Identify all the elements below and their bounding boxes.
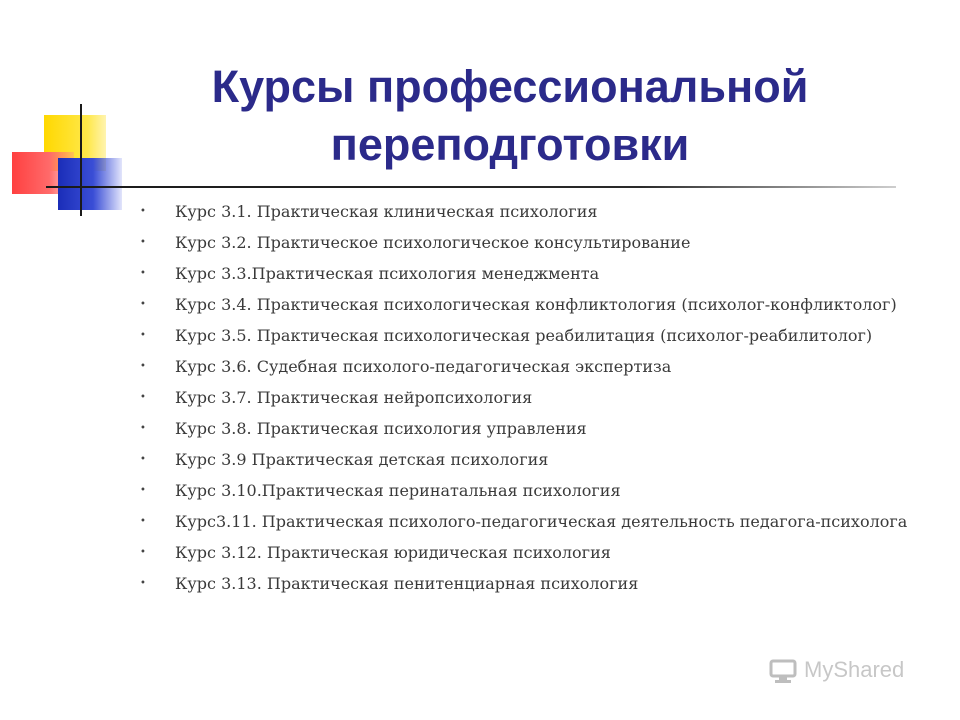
list-item xyxy=(138,356,938,378)
list-item xyxy=(138,418,938,440)
course-label: Курс 3.7. Практическая нейропсихология xyxy=(175,388,533,407)
list-item xyxy=(138,449,938,471)
bullet-icon: • xyxy=(140,578,146,589)
myshared-logo-icon xyxy=(768,656,798,684)
bullet-icon: • xyxy=(140,454,146,465)
list-item xyxy=(138,325,938,347)
course-label: Курс 3.10.Практическая перинатальная психология xyxy=(175,481,621,500)
bullet-icon: • xyxy=(140,485,146,496)
list-item xyxy=(138,542,938,564)
watermark-text: MyShared xyxy=(804,657,905,682)
course-label: Курс 3.9 Практическая детская психология xyxy=(175,450,549,469)
list-item xyxy=(138,232,938,254)
list-item xyxy=(138,263,938,285)
list-item xyxy=(138,573,938,595)
list-item xyxy=(138,480,938,502)
list-item xyxy=(138,387,938,409)
bullet-icon: • xyxy=(140,516,146,527)
course-label: Курс 3.2. Практическое психологическое консультирование xyxy=(175,233,691,252)
list-item xyxy=(138,294,938,316)
myshared-watermark xyxy=(768,656,904,684)
bullet-icon: • xyxy=(140,423,146,434)
course-label: Курс3.11. Практическая психолого-педагогическая деятельность педагога-психолога xyxy=(175,512,908,531)
bullet-icon: • xyxy=(140,392,146,403)
bullet-icon: • xyxy=(140,268,146,279)
list-item xyxy=(138,511,938,533)
bullet-icon: • xyxy=(140,330,146,341)
course-label: Курс 3.12. Практическая юридическая психология xyxy=(175,543,611,562)
slide-title: Курсы профессиональной переподготовки xyxy=(211,61,809,170)
course-label: Курс 3.4. Практическая психологическая конфликтология (психолог-конфликтолог) xyxy=(175,295,897,314)
course-label: Курс 3.5. Практическая психологическая реабилитация (психолог-реабилитолог) xyxy=(175,326,873,345)
course-label: Курс 3.13. Практическая пенитенциарная психология xyxy=(175,574,639,593)
bullet-icon: • xyxy=(140,547,146,558)
course-label: Курс 3.1. Практическая клиническая психология xyxy=(175,202,598,221)
decorative-vertical-line xyxy=(80,104,82,216)
course-list xyxy=(138,201,938,604)
decorative-blue-square xyxy=(58,158,122,210)
list-item xyxy=(138,201,938,223)
course-label: Курс 3.8. Практическая психология управления xyxy=(175,419,587,438)
course-label: Курс 3.6. Судебная психолого-педагогическая экспертиза xyxy=(175,357,672,376)
course-label: Курс 3.3.Практическая психология менеджмента xyxy=(175,264,600,283)
bullet-icon: • xyxy=(140,237,146,248)
bullet-icon: • xyxy=(140,299,146,310)
bullet-icon: • xyxy=(140,206,146,217)
title-underline xyxy=(46,186,896,188)
bullet-icon: • xyxy=(140,361,146,372)
